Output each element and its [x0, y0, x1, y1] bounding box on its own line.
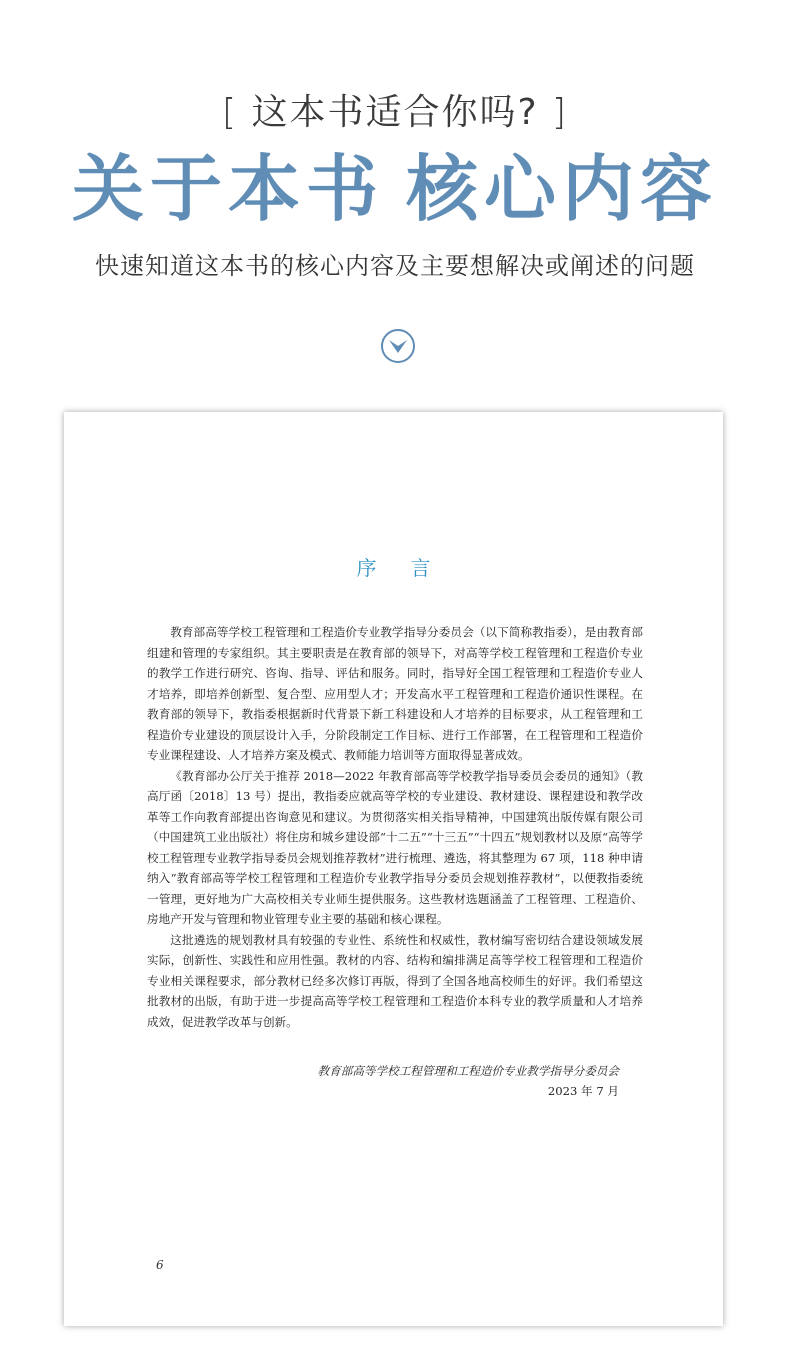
chevron-down-icon — [388, 338, 408, 356]
document-title: 序言 — [356, 556, 465, 580]
paragraph-3: 这批遴选的规划教材具有较强的专业性、系统性和权威性，教材编写密切结合建设领域发展实际，创新性、实践性和应用性强。教材的内容、结构和编排满足高等学校工程管理和工程造价专业相关课程要求，部分教材已经多次修订再版，得到了全国各地高校师生的好评。我们希望这批教材的出版，有助于进一步提高高等学校工程管理和工程造价本科专业的教学质量和人才培养成效，促进教学改革与创新。 — [147, 932, 643, 1029]
page-number: 6 — [156, 1258, 164, 1272]
headline-part2: 核心内容 — [406, 146, 719, 231]
signature-org: 教育部高等学校工程管理和工程造价专业教学指导分委员会 — [317, 1064, 619, 1078]
question-text: 这本书适合你吗? — [251, 92, 539, 133]
promo-header — [0, 0, 790, 400]
subheading: 快速知道这本书的核心内容及主要想解决或阐述的问题 — [95, 252, 695, 280]
bracket-right: ] — [552, 92, 569, 133]
signature-date: 2023 年 7 月 — [547, 1084, 619, 1098]
chevron-down-circle-icon[interactable] — [381, 329, 415, 363]
headline — [0, 146, 790, 232]
paragraph-1: 教育部高等学校工程管理和工程造价专业教学指导分委员会（以下简称教指委），是由教育部组建和管理的专家组织。其主要职责是在教育部的领导下，对高等学校工程管理和工程造价专业的教学工作进行研究、咨询、指导、评估和服务。同时，指导好全国工程管理和工程造价专业人才培养，即培养创新型、复合型、应用型人才；开发高水平工程管理和工程造价通识性课程。在教育部的领导下，教指委根据新时代背景下新工科建设和人才培养的目标要求，从工程管理和工程造价专业建设的顶层设计入手，分阶段制定工作目标、进行工作部署，在工程管理和工程造价专业课程建设、人才培养方案及模式、教师能力培训等方面取得显著成效。 — [147, 625, 643, 762]
question-heading — [0, 84, 790, 135]
headline-part1: 关于本书 — [71, 146, 384, 231]
signature-block — [147, 1061, 619, 1101]
document-body — [147, 622, 643, 1032]
bracket-left: [ — [221, 92, 238, 133]
paragraph-2: 《教育部办公厅关于推荐 2018—2022 年教育部高等学校教学指导委员会委员的通知》（教高厅函〔2018〕13 号）提出，教指委应就高等学校的专业建设、教材建设、课程建设和教学改革等工作向教育部提出咨询意见和建议。为贯彻落实相关指导精神，中国建筑出版传媒有限公司（中国建筑工业出版社）将住房和城乡建设部“十二五”“十三五”“十四五”规划教材以及原“高等学校工程管理专业教学指导委员会规划推荐教材”进行梳理、遴选，将其整理为 67 项，118 种申请纳入“教育部高等学校工程管理和工程造价专业教学指导分委员会规划推荐教材”，以便教指委统一管理，更好地为广大高校相关专业师生提供服务。这些教材选题涵盖了工程管理、工程造价、房地产开发与管理和物业管理专业主要的基础和核心课程。 — [147, 768, 643, 926]
